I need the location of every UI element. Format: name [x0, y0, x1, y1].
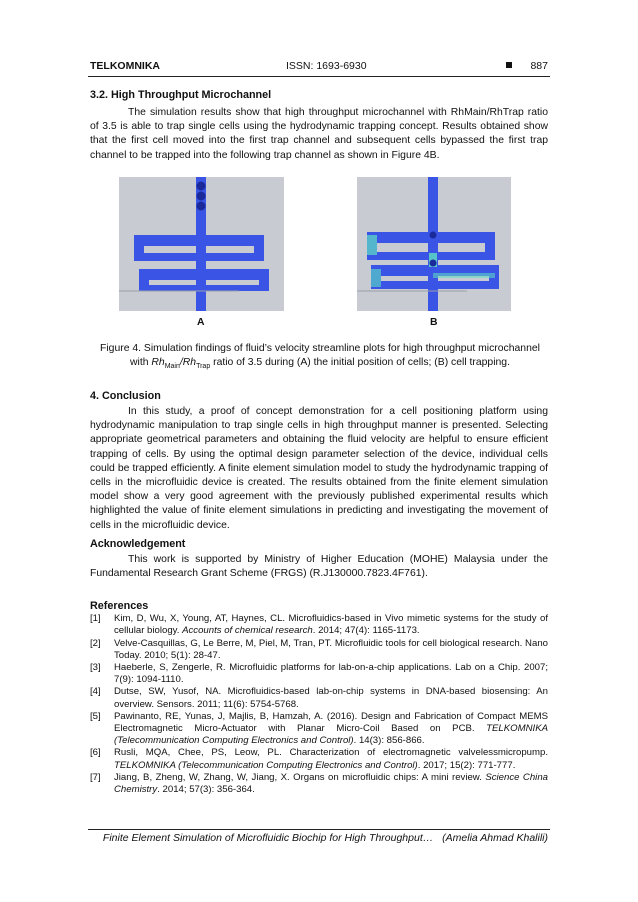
reference-item [90, 638, 548, 662]
reference-item [90, 711, 548, 748]
caption-sub-main: Main [164, 363, 180, 371]
reference-details: . 14(3): 856-866. [353, 735, 425, 747]
reference-details: . 2017; 15(2): 771-777. [417, 759, 516, 771]
reference-text: Pawinanto, RE, Yunas, J, Majlis, B, Hamzah, A. (2016). Design and Fabrication of Compact MEMS Electromagnetic Micro-Actuator with Planar Micro-Coil Based on PCB. [114, 710, 548, 735]
reference-item [90, 747, 548, 771]
figure-label-b: B [430, 317, 438, 328]
reference-text: Dutse, SW, Yusof, NA. Microfluidics-based lab-on-chip systems in DNA-based biosensing: An overview. Sensors. 2011; 11(6): 5754-5768. [114, 686, 548, 710]
footer-rule [88, 829, 550, 830]
reference-number: [7] [90, 771, 101, 783]
header-rule [88, 76, 550, 77]
acknowledgement-heading: Acknowledgement [90, 538, 186, 550]
running-footer [90, 832, 548, 844]
reference-source: Science China Chemistry [114, 771, 548, 796]
reference-source: TELKOMNIKA (Telecommunication Computing Electronics and Control) [114, 759, 418, 771]
reference-number: [3] [90, 662, 101, 674]
reference-source: TELKOMNIKA (Telecommunication Computing Electronics and Control) [114, 723, 548, 747]
section-3-2 [90, 89, 548, 163]
footer-authors: (Amelia Ahmad Khalili) [442, 832, 548, 844]
reference-item [90, 772, 548, 796]
reference-number: [6] [90, 747, 101, 759]
reference-text: Haeberle, S, Zengerle, R. Microfluidic platforms for lab-on-a-chip applications. Lab on a Chip. 2007; 7(9): 1094-1110. [114, 662, 548, 686]
streamline-plot-b [357, 177, 511, 311]
page-number: 887 [530, 60, 548, 72]
reference-details: . 2014; 57(3): 356-364. [157, 784, 255, 796]
caption-rh-trap: Rh [182, 357, 197, 368]
caption-text-pre: Figure 4. Simulation findings of fluid’s velocity streamline plots for high throughput microchannel with [100, 343, 540, 368]
section-heading: 3.2. High Throughput Microchannel [90, 89, 272, 101]
caption-slash: / [179, 357, 183, 368]
issn: ISSN: 1693-6930 [286, 60, 367, 72]
reference-number: [4] [90, 686, 101, 698]
figure-label-a: A [197, 317, 205, 328]
square-bullet-icon [506, 62, 512, 68]
section-references [90, 600, 548, 796]
reference-number: [1] [90, 613, 101, 625]
section-conclusion [90, 390, 548, 533]
reference-item [90, 686, 548, 710]
reference-item [90, 662, 548, 686]
reference-number: [2] [90, 637, 101, 649]
reference-details: . 2014; 47(4): 1165-1173. [312, 625, 420, 637]
reference-item [90, 613, 548, 637]
footer-title: Finite Element Simulation of Microfluidic Biochip for High Throughput… [102, 832, 434, 844]
reference-text: Rusli, MQA, Chee, PS, Leow, PL. Characterization of electromagnetic valvelessmicropump. [114, 747, 548, 759]
acknowledgement-paragraph: This work is supported by Ministry of Higher Education (MOHE) Malaysia under the Fundamental Research Grant Scheme (FRGS) (R.J130000.7823.4F761). [90, 554, 548, 580]
journal-name: TELKOMNIKA [90, 60, 160, 72]
figure-caption [92, 342, 548, 374]
reference-text: Jiang, B, Zheng, W, Zhang, W, Jiang, X. Organs on microfluidic chips: A mini review. [114, 771, 486, 783]
reference-text: Kim, D, Wu, X, Young, AT, Haynes, CL. Microfluidics-based in Vivo mimetic systems for the study of cellular biology. [114, 613, 548, 637]
reference-number: [5] [90, 710, 101, 722]
conclusion-paragraph: In this study, a proof of concept demonstration for a cell positioning platform using hydrodynamic manipulation to trap single cells in high throughput manner is presented. Selecting appropriate geometrical parameters and obtaining the fluid velocity are helpful to ensure efficient trapping of cells. By using the optimal design parameter selection of the device, individual cells could be trapped efficiently. A finite element simulation model to study the hydrodynamic trapping of cells in the microfluidic device is created. The results obtained from the finite element simulation model show a very good agreement with the previously published experimental results which highlighted the value of finite element simulations in predicting and investigating the movement of cells in the microfluidic device. [90, 406, 548, 531]
page-number-wrap [506, 60, 548, 72]
caption-text-post: ratio of 3.5 during (A) the initial position of cells; (B) cell trapping. [210, 357, 510, 368]
references-heading: References [90, 600, 149, 612]
reference-source: Accounts of chemical research [182, 625, 313, 637]
caption-sub-trap: Trap [196, 363, 211, 371]
streamline-plot-a [119, 177, 284, 311]
reference-text: Velve-Casquillas, G, Le Berre, M, Piel, M, Tran, PT. Microfluidic tools for cell biological research. Nano Today. 2010; 5(1): 28-47. [114, 637, 548, 661]
section-acknowledgement [90, 538, 548, 581]
conclusion-heading: 4. Conclusion [90, 390, 161, 402]
caption-rh-main: Rh [151, 357, 165, 368]
running-header [90, 60, 548, 74]
section-paragraph: The simulation results show that high throughput microchannel with RhMain/RhTrap ratio of 3.5 is able to trap single cells using the hydrodynamic trapping concept. Results obtained show that the first cell moved into the first trap channel and subsequent cells bypassed the first trap channel to be trapped into the following trap channel as shown in Figure 4B. [90, 107, 548, 161]
figure-4b [357, 177, 511, 328]
figure-4a [119, 177, 284, 328]
